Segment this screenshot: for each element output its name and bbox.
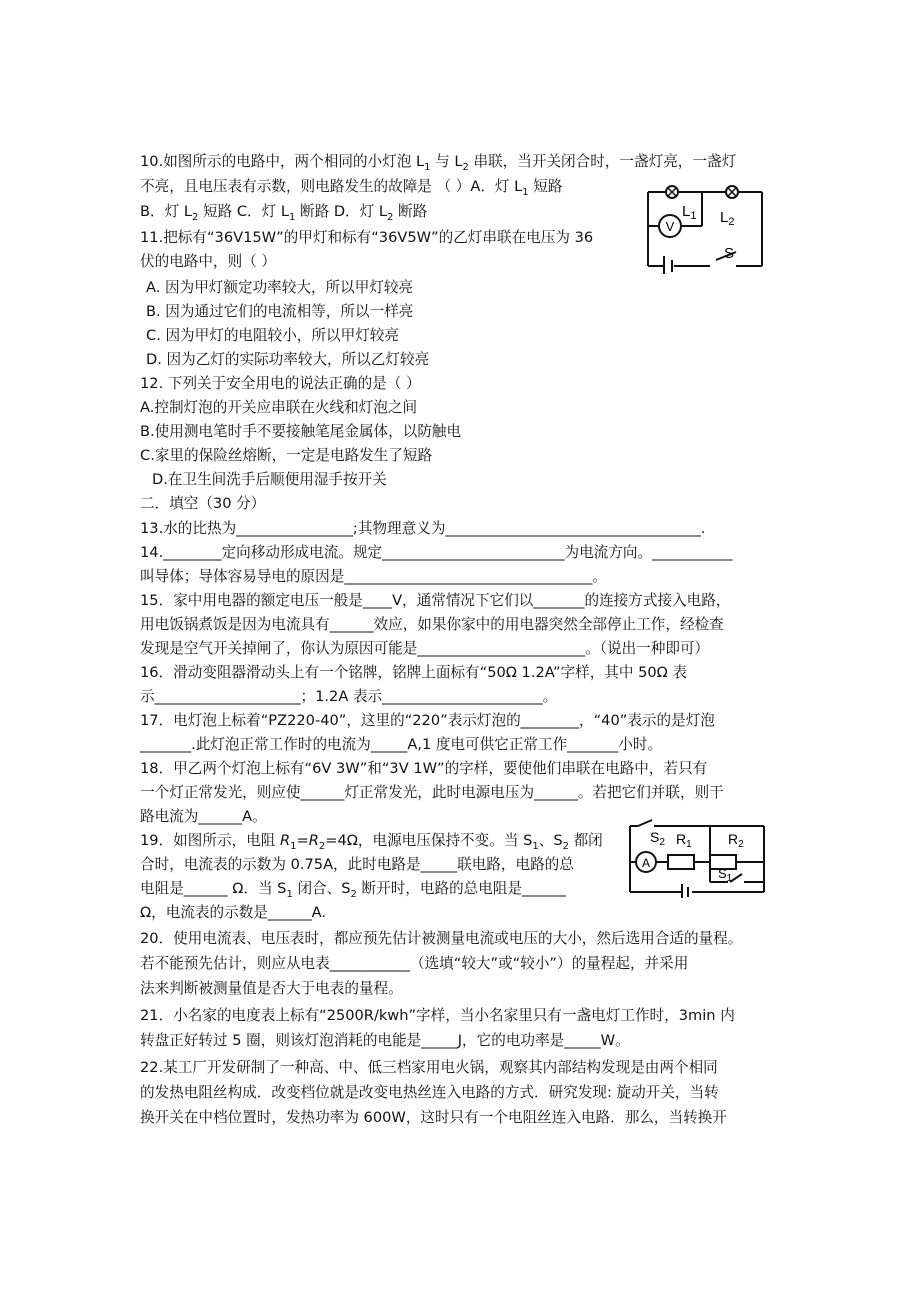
q19-line1: 19．如图所示，电阻 $R_1=R_2=4\Omega$，电源电压保持不变。当 $S_1$、$S_2$ 都闭 (140, 832, 603, 852)
resistor-r1-icon (668, 855, 694, 869)
q10-line1: 10.如图所示的电路中，两个相同的小灯泡 $L_1$ 与 $L_2$ 串联，当开关闭合时，一盏灯亮，一盏灯 (140, 153, 737, 173)
q18-line3: 路电流为______A。 (140, 808, 267, 825)
q16-line1: 16．滑动变阻器滑动头上有一个铭牌，铭牌上面标有“50Ω 1.2A”字样，其中 50Ω 表 (140, 664, 688, 681)
fig-label-s1: $S_1$ (718, 866, 733, 884)
q14-line2: 叫导体；导体容易导电的原因是__________________________________。 (140, 568, 608, 585)
q18-line1: 18．甲乙两个灯泡上标有“6V 3W”和“3V 1W”的字样，要使他们串联在电路中，若只有 (140, 760, 708, 777)
q20-line3: 法来判断被测量值是否大于电表的量程。 (140, 980, 403, 997)
lamp-l1-icon (666, 186, 678, 198)
q18-line2: 一个灯正常发光，则应使______灯正常发光，此时电源电压为______。若把它们并联，则干 (140, 784, 724, 801)
q21-line1: 21．小名家的电度表上标有“2500R/kwh”字样，当小名家里只有一盏电灯工作时，3min 内 (140, 1007, 735, 1024)
q12-option-d: D.在卫生间洗手后顺便用湿手按开关 (152, 471, 387, 488)
section-heading: 二．填空（30 分） (140, 495, 266, 512)
q11-option-d: D. 因为乙灯的实际功率较大，所以乙灯较亮 (146, 351, 430, 368)
q12-option-a: A.控制灯泡的开关应串联在火线和灯泡之间 (140, 399, 418, 416)
q12-line1: 12. 下列关于安全用电的说法正确的是（ ） (140, 375, 421, 392)
q21-line2: 转盘正好转过 5 圈，则该灯泡消耗的电能是_____J，它的电功率是_____W。 (140, 1032, 630, 1049)
lamp-l2-icon (726, 186, 738, 198)
fig-label-switch: S (724, 245, 735, 262)
q11-option-b: B. 因为通过它们的电流相等，所以一样亮 (146, 303, 414, 320)
fig-label-s2: $S_2$ (650, 829, 665, 848)
q19-line4: Ω，电流表的示数是______A. (140, 904, 327, 921)
q15-line2: 用电饭锅煮饭是因为电流具有______效应，如果你家中的用电器突然全部停止工作，经检查 (140, 616, 724, 633)
fig-label-l1: $L_1$ (682, 203, 697, 222)
q17-line1: 17．电灯泡上标着“PZ220-40”，这里的“220”表示灯泡的________，“40”表示的是灯泡 (140, 712, 715, 729)
q12-option-b: B.使用测电笔时手不要接触笔尾金属体，以防触电 (140, 423, 462, 440)
q17-line2: _______.此灯泡正常工作时的电流为_____A,1 度电可供它正常工作_______小时。 (140, 736, 663, 753)
fig-label-r2: $R_2$ (728, 831, 744, 850)
fig-label-r1: $R_1$ (676, 831, 692, 850)
q11-option-c: C. 因为甲灯的电阻较小，所以甲灯较亮 (146, 327, 399, 344)
q11-option-a: A. 因为甲灯额定功率较大，所以甲灯较亮 (146, 279, 414, 296)
q15-line1: 15．家中用电器的额定电压一般是____V，通常情况下它们以_______的连接方式接入电路， (140, 592, 731, 609)
q13: 13.水的比热为________________;其物理意义为___________________________________. (140, 520, 706, 537)
q16-line2: 示____________________；1.2A 表示______________________。 (140, 688, 558, 705)
q10-circuit-diagram (640, 182, 770, 274)
voltmeter-label: V (665, 219, 675, 234)
q15-line3: 发现是空气开关掉闸了，你认为原因可能是_______________________。（说出一种即可） (140, 640, 710, 657)
q19-line3: 电阻是______ Ω．当 $S_1$ 闭合、$S_2$ 断开时，电路的总电阻是______ (140, 880, 566, 900)
q10-line3: B．灯 $L_2$ 短路 C．灯 $L_1$ 断路 D．灯 $L_2$ 断路 (140, 203, 428, 223)
q22-line1: 22.某工厂开发研制了一种高、中、低三档家用电火锅，观察其内部结构发现是由两个相同 (140, 1059, 718, 1076)
q11-line1: 11.把标有“36V15W”的甲灯和标有“36V5W”的乙灯串联在电压为 36 (140, 229, 594, 246)
ammeter-label: A (641, 856, 651, 870)
q22-line3: 换开关在中档位置时，发热功率为 600W，这时只有一个电阻丝连入电路．那么，当转换开 (140, 1109, 727, 1126)
q20-line2: 若不能预先估计，则应从电表___________（选填“较大”或“较小”）的量程起，并采用 (140, 955, 689, 972)
q14-line1: 14.________定向移动形成电流。规定_________________________为电流方向。___________ (140, 544, 733, 561)
q19-circuit-diagram (624, 816, 772, 898)
q12-option-c: C.家里的保险丝熔断，一定是电路发生了短路 (140, 447, 433, 464)
q20-line1: 20．使用电流表、电压表时，都应预先估计被测量电流或电压的大小，然后选用合适的量程。 (140, 930, 743, 947)
q11-line2: 伏的电路中，则（ ） (140, 253, 276, 270)
q22-line2: 的发热电阻丝构成．改变档位就是改变电热丝连入电路的方式．研究发现: 旋动开关，当转 (140, 1084, 719, 1101)
q19-line2: 合时，电流表的示数为 0.75A，此时电路是_____联电路，电路的总 (140, 856, 574, 873)
fig-label-l2: $L_2$ (720, 209, 735, 228)
q10-line2: 不亮，且电压表有示数，则电路发生的故障是 （ ）A．灯 $L_1$ 短路 (140, 178, 563, 198)
